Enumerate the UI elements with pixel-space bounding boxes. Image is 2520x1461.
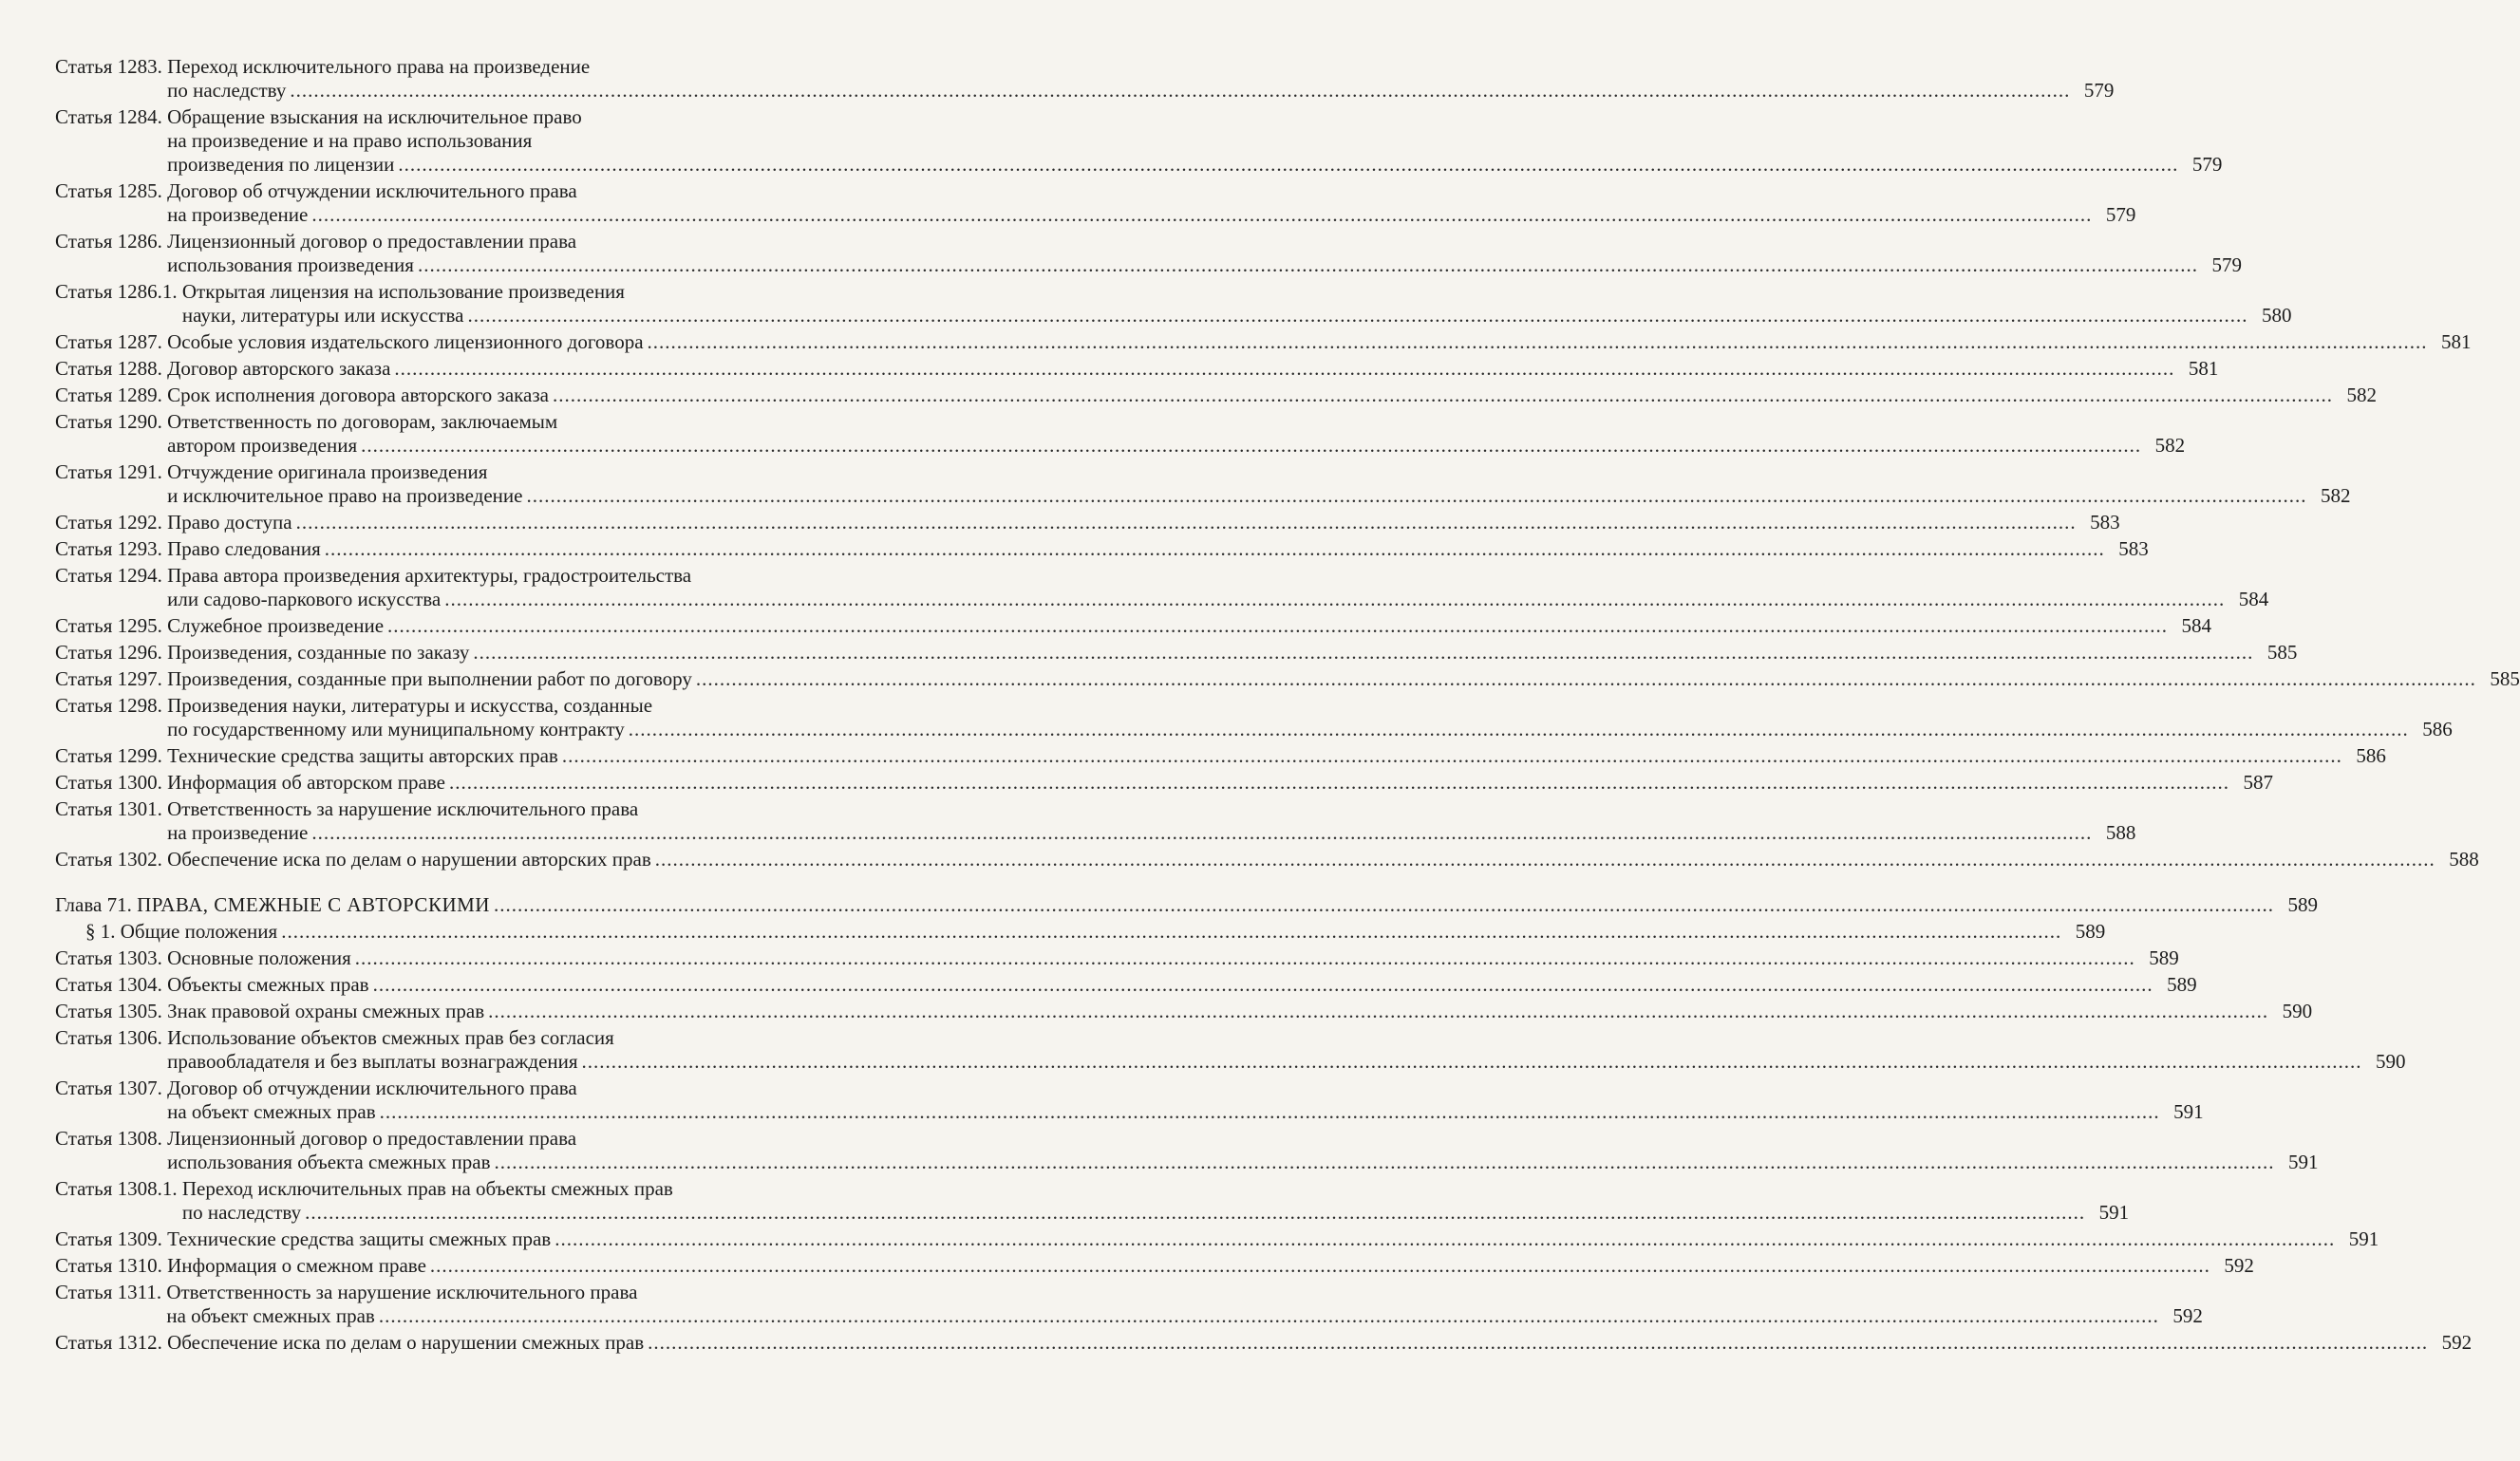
toc-title: Права автора произведения архитектуры, градостроительства [167, 564, 692, 587]
dot-leader: ............................................................................................................................................................................................................................................................................................................ [654, 848, 2435, 871]
toc-label: Статья 1291. [55, 460, 162, 483]
dot-leader: ............................................................................................................................................................................................................................................................................................................ [281, 920, 2062, 943]
toc-label: Статья 1283. [55, 55, 162, 78]
toc-label: Статья 1300. [55, 771, 162, 794]
toc-label: Статья 1305. [55, 1000, 162, 1022]
page-number: 579 [2211, 253, 2242, 276]
dot-leader: ............................................................................................................................................................................................................................................................................................................ [324, 537, 2105, 560]
toc-article[interactable] [55, 357, 2219, 381]
toc-title: Переход исключительного права на произведение [167, 55, 591, 78]
toc-paragraph[interactable] [55, 920, 2106, 944]
toc-article[interactable] [55, 460, 2351, 508]
toc-article[interactable] [55, 797, 2136, 845]
toc-label: Глава 71. [55, 893, 132, 916]
toc-title: науки, литературы или искусства [181, 304, 464, 327]
toc-title: на объект смежных прав [166, 1304, 375, 1327]
toc-label: Статья 1295. [55, 614, 162, 637]
page-number: 583 [2090, 511, 2120, 534]
toc-article[interactable] [55, 179, 2136, 227]
page-number: 584 [2181, 614, 2212, 637]
toc-title: Ответственность по договорам, заключаемым [167, 410, 558, 433]
toc-title: Обеспечение иска по делам о нарушении авторских прав [167, 848, 651, 871]
page-number: 580 [2262, 304, 2292, 327]
toc-title: Право следования [167, 537, 321, 560]
toc-title: Договор авторского заказа [167, 357, 391, 380]
dot-leader: ............................................................................................................................................................................................................................................................................................................ [581, 1050, 2362, 1073]
toc-title: Основные положения [167, 946, 351, 969]
toc-title: Обеспечение иска по делам о нарушении смежных прав [167, 1331, 645, 1354]
toc-title: Отчуждение оригинала произведения [167, 460, 488, 483]
toc-label: Статья 1311. [55, 1281, 162, 1303]
toc-article[interactable] [55, 230, 2242, 277]
toc-article[interactable] [55, 1331, 2473, 1355]
toc-title: по наследству [167, 79, 287, 102]
toc-label: Статья 1288. [55, 357, 162, 380]
toc-chapter[interactable] [55, 893, 2318, 917]
toc-title: ПРАВА, СМЕЖНЫЕ С АВТОРСКИМИ [137, 893, 490, 916]
toc-label: Статья 1297. [55, 667, 162, 690]
dot-leader: ............................................................................................................................................................................................................................................................................................................ [394, 357, 2175, 380]
toc-title: Объекты смежных прав [167, 973, 369, 996]
section-gap [55, 874, 883, 893]
toc-article[interactable] [55, 537, 2149, 561]
toc-article[interactable] [55, 946, 2179, 970]
page-number: 585 [2490, 667, 2520, 690]
toc-label: Статья 1286.1. [55, 280, 178, 303]
page-number: 589 [2167, 973, 2197, 996]
dot-leader: ............................................................................................................................................................................................................................................................................................................ [372, 973, 2153, 996]
toc-label: Статья 1306. [55, 1026, 162, 1049]
toc-article[interactable] [55, 330, 2472, 354]
toc-title: Информация о смежном праве [167, 1254, 426, 1277]
toc-title: Произведения науки, литературы и искусства, созданные [167, 694, 653, 717]
toc-label: Статья 1296. [55, 641, 162, 664]
toc-title: Знак правовой охраны смежных прав [167, 1000, 485, 1022]
dot-leader: ............................................................................................................................................................................................................................................................................................................ [488, 1000, 2269, 1022]
page-number: 585 [2266, 641, 2298, 664]
page-number: 592 [2224, 1254, 2254, 1277]
page-number: 583 [2118, 537, 2149, 560]
page-number: 579 [2191, 153, 2223, 176]
toc-article[interactable] [55, 744, 2386, 768]
toc-title: и исключительное право на произведение [167, 484, 523, 507]
page-number: 590 [2282, 1000, 2313, 1022]
toc-label: Статья 1302. [55, 848, 162, 871]
toc-label: Статья 1312. [55, 1331, 162, 1354]
dot-leader: ............................................................................................................................................................................................................................................................................................................ [493, 893, 2274, 916]
toc-label: Статья 1289. [55, 384, 162, 406]
page-number: 589 [2149, 946, 2179, 969]
toc-label: Статья 1309. [55, 1227, 162, 1250]
toc-title: Ответственность за нарушение исключительного права [166, 1281, 638, 1303]
page-number: 584 [2238, 588, 2269, 610]
toc-article[interactable] [55, 667, 2520, 691]
dot-leader: ............................................................................................................................................................................................................................................................................................................ [361, 434, 2142, 457]
toc-article[interactable] [55, 1281, 2203, 1328]
toc-title: Срок исполнения договора авторского заказа [167, 384, 549, 406]
toc-title: Открытая лицензия на использование произведения [181, 280, 625, 303]
toc-title: по наследству [181, 1201, 302, 1224]
toc-label: Статья 1290. [55, 410, 162, 433]
toc-title: на произведение [167, 821, 309, 844]
toc-article[interactable] [55, 105, 2223, 177]
toc-title: Договор об отчуждении исключительного права [167, 179, 577, 202]
dot-leader: ............................................................................................................................................................................................................................................................................................................ [417, 253, 2198, 276]
page-number: 586 [2356, 744, 2386, 767]
dot-leader: ............................................................................................................................................................................................................................................................................................................ [473, 641, 2254, 664]
toc-article[interactable] [55, 641, 2298, 665]
toc-label: Статья 1293. [55, 537, 162, 560]
page-number: 588 [2449, 848, 2479, 871]
dot-leader: ............................................................................................................................................................................................................................................................................................................ [695, 667, 2476, 690]
toc-article[interactable] [55, 848, 2479, 871]
toc-article[interactable] [55, 55, 2115, 103]
page-number: 592 [2441, 1331, 2473, 1354]
page-number: 579 [2105, 203, 2136, 226]
dot-leader: ............................................................................................................................................................................................................................................................................................................ [648, 1331, 2429, 1354]
toc-title: на произведение и на право использования [167, 129, 533, 152]
toc-article[interactable] [55, 1000, 2313, 1023]
dot-leader: ............................................................................................................................................................................................................................................................................................................ [647, 330, 2428, 353]
toc-title: использования объекта смежных прав [167, 1151, 491, 1173]
dot-leader: ............................................................................................................................................................................................................................................................................................................ [387, 614, 2169, 637]
toc-title: на произведение [167, 203, 309, 226]
toc-title: Право доступа [167, 511, 292, 534]
toc-title: по государственному или муниципальному контракту [167, 718, 625, 740]
toc-title: правообладателя и без выплаты вознаграждения [167, 1050, 578, 1073]
dot-leader: ............................................................................................................................................................................................................................................................................................................ [311, 203, 2093, 226]
toc-article[interactable] [55, 694, 2453, 741]
dot-leader: ............................................................................................................................................................................................................................................................................................................ [305, 1201, 2086, 1224]
toc-title: автором произведения [167, 434, 358, 457]
toc-label: Статья 1308.1. [55, 1177, 178, 1200]
page-number: 587 [2243, 771, 2273, 794]
toc-article[interactable] [55, 1254, 2254, 1278]
toc-title: Договор об отчуждении исключительного права [167, 1077, 577, 1099]
page-number: 591 [2098, 1201, 2130, 1224]
dot-leader: ............................................................................................................................................................................................................................................................................................................ [448, 771, 2229, 794]
page-number: 586 [2422, 718, 2453, 740]
toc-title: или садово-паркового искусства [167, 588, 442, 610]
page-number: 581 [2441, 330, 2472, 353]
toc-title: произведения по лицензии [167, 153, 395, 176]
toc-title: на объект смежных прав [167, 1100, 376, 1123]
toc-title: Технические средства защиты авторских прав [167, 744, 558, 767]
toc-label: § 1. [85, 920, 116, 943]
toc-article[interactable] [55, 614, 2212, 638]
toc-title: Информация об авторском праве [167, 771, 445, 794]
dot-leader: ............................................................................................................................................................................................................................................................................................................ [444, 588, 2226, 610]
dot-leader: ............................................................................................................................................................................................................................................................................................................ [398, 153, 2179, 176]
toc-label: Статья 1287. [55, 330, 162, 353]
toc-title: Технические средства защиты смежных прав [167, 1227, 552, 1250]
dot-leader: ............................................................................................................................................................................................................................................................................................................ [311, 821, 2093, 844]
toc-label: Статья 1298. [55, 694, 162, 717]
toc-article[interactable] [55, 771, 2273, 795]
dot-leader: ............................................................................................................................................................................................................................................................................................................ [378, 1304, 2159, 1327]
table-of-contents [55, 55, 2520, 1358]
page-number: 579 [2083, 79, 2115, 102]
toc-label: Статья 1285. [55, 179, 162, 202]
page-number: 582 [2154, 434, 2186, 457]
dot-leader: ............................................................................................................................................................................................................................................................................................................ [429, 1254, 2210, 1277]
toc-title: Лицензионный договор о предоставлении права [167, 1127, 577, 1150]
toc-article[interactable] [55, 1026, 2406, 1074]
toc-label: Статья 1308. [55, 1127, 162, 1150]
page-number: 592 [2172, 1304, 2203, 1327]
page-number: 589 [2075, 920, 2106, 943]
toc-article[interactable] [55, 280, 2292, 328]
dot-leader: ............................................................................................................................................................................................................................................................................................................ [552, 384, 2333, 406]
dot-leader: ............................................................................................................................................................................................................................................................................................................ [526, 484, 2307, 507]
toc-title: Особые условия издательского лицензионного договора [167, 330, 644, 353]
toc-title: Обращение взыскания на исключительное право [167, 105, 582, 128]
page-number: 590 [2376, 1050, 2406, 1073]
toc-label: Статья 1304. [55, 973, 162, 996]
dot-leader: ............................................................................................................................................................................................................................................................................................................ [354, 946, 2135, 969]
toc-label: Статья 1294. [55, 564, 162, 587]
page-number: 581 [2188, 357, 2219, 380]
dot-leader: ............................................................................................................................................................................................................................................................................................................ [379, 1100, 2160, 1123]
toc-label: Статья 1310. [55, 1254, 162, 1277]
toc-article[interactable] [55, 1227, 2379, 1251]
toc-label: Статья 1286. [55, 230, 162, 253]
toc-article[interactable] [55, 410, 2186, 458]
page-number: 591 [2348, 1227, 2379, 1250]
toc-title: Произведения, созданные по заказу [167, 641, 470, 664]
toc-label: Статья 1284. [55, 105, 162, 128]
page-number: 582 [2346, 384, 2377, 406]
toc-title: Использование объектов смежных прав без согласия [167, 1026, 614, 1049]
page-number: 591 [2173, 1100, 2204, 1123]
dot-leader: ............................................................................................................................................................................................................................................................................................................ [290, 79, 2071, 102]
toc-article[interactable] [55, 511, 2120, 534]
page-number: 589 [2287, 893, 2318, 916]
toc-article[interactable] [55, 973, 2197, 997]
toc-title: Переход исключительных прав на объекты смежных прав [181, 1177, 673, 1200]
toc-article[interactable] [55, 564, 2269, 611]
toc-title: Лицензионный договор о предоставлении права [167, 230, 577, 253]
dot-leader: ............................................................................................................................................................................................................................................................................................................ [555, 1227, 2336, 1250]
toc-label: Статья 1303. [55, 946, 162, 969]
page-number: 582 [2320, 484, 2351, 507]
dot-leader: ............................................................................................................................................................................................................................................................................................................ [628, 718, 2409, 740]
page-number: 588 [2105, 821, 2136, 844]
toc-label: Статья 1299. [55, 744, 162, 767]
toc-article[interactable] [55, 1177, 2130, 1225]
page-number: 591 [2288, 1151, 2319, 1173]
dot-leader: ............................................................................................................................................................................................................................................................................................................ [295, 511, 2077, 534]
toc-label: Статья 1307. [55, 1077, 162, 1099]
dot-leader: ............................................................................................................................................................................................................................................................................................................ [467, 304, 2248, 327]
dot-leader: ............................................................................................................................................................................................................................................................................................................ [561, 744, 2342, 767]
toc-article[interactable] [55, 1077, 2204, 1124]
toc-label: Статья 1301. [55, 797, 162, 820]
toc-article[interactable] [55, 1127, 2319, 1174]
toc-title: Ответственность за нарушение исключительного права [167, 797, 639, 820]
toc-title: использования произведения [167, 253, 414, 276]
toc-title: Произведения, созданные при выполнении работ по договору [167, 667, 692, 690]
toc-title: Общие положения [120, 920, 278, 943]
dot-leader: ............................................................................................................................................................................................................................................................................................................ [494, 1151, 2275, 1173]
toc-title: Служебное произведение [167, 614, 385, 637]
toc-label: Статья 1292. [55, 511, 162, 534]
toc-article[interactable] [55, 384, 2377, 407]
